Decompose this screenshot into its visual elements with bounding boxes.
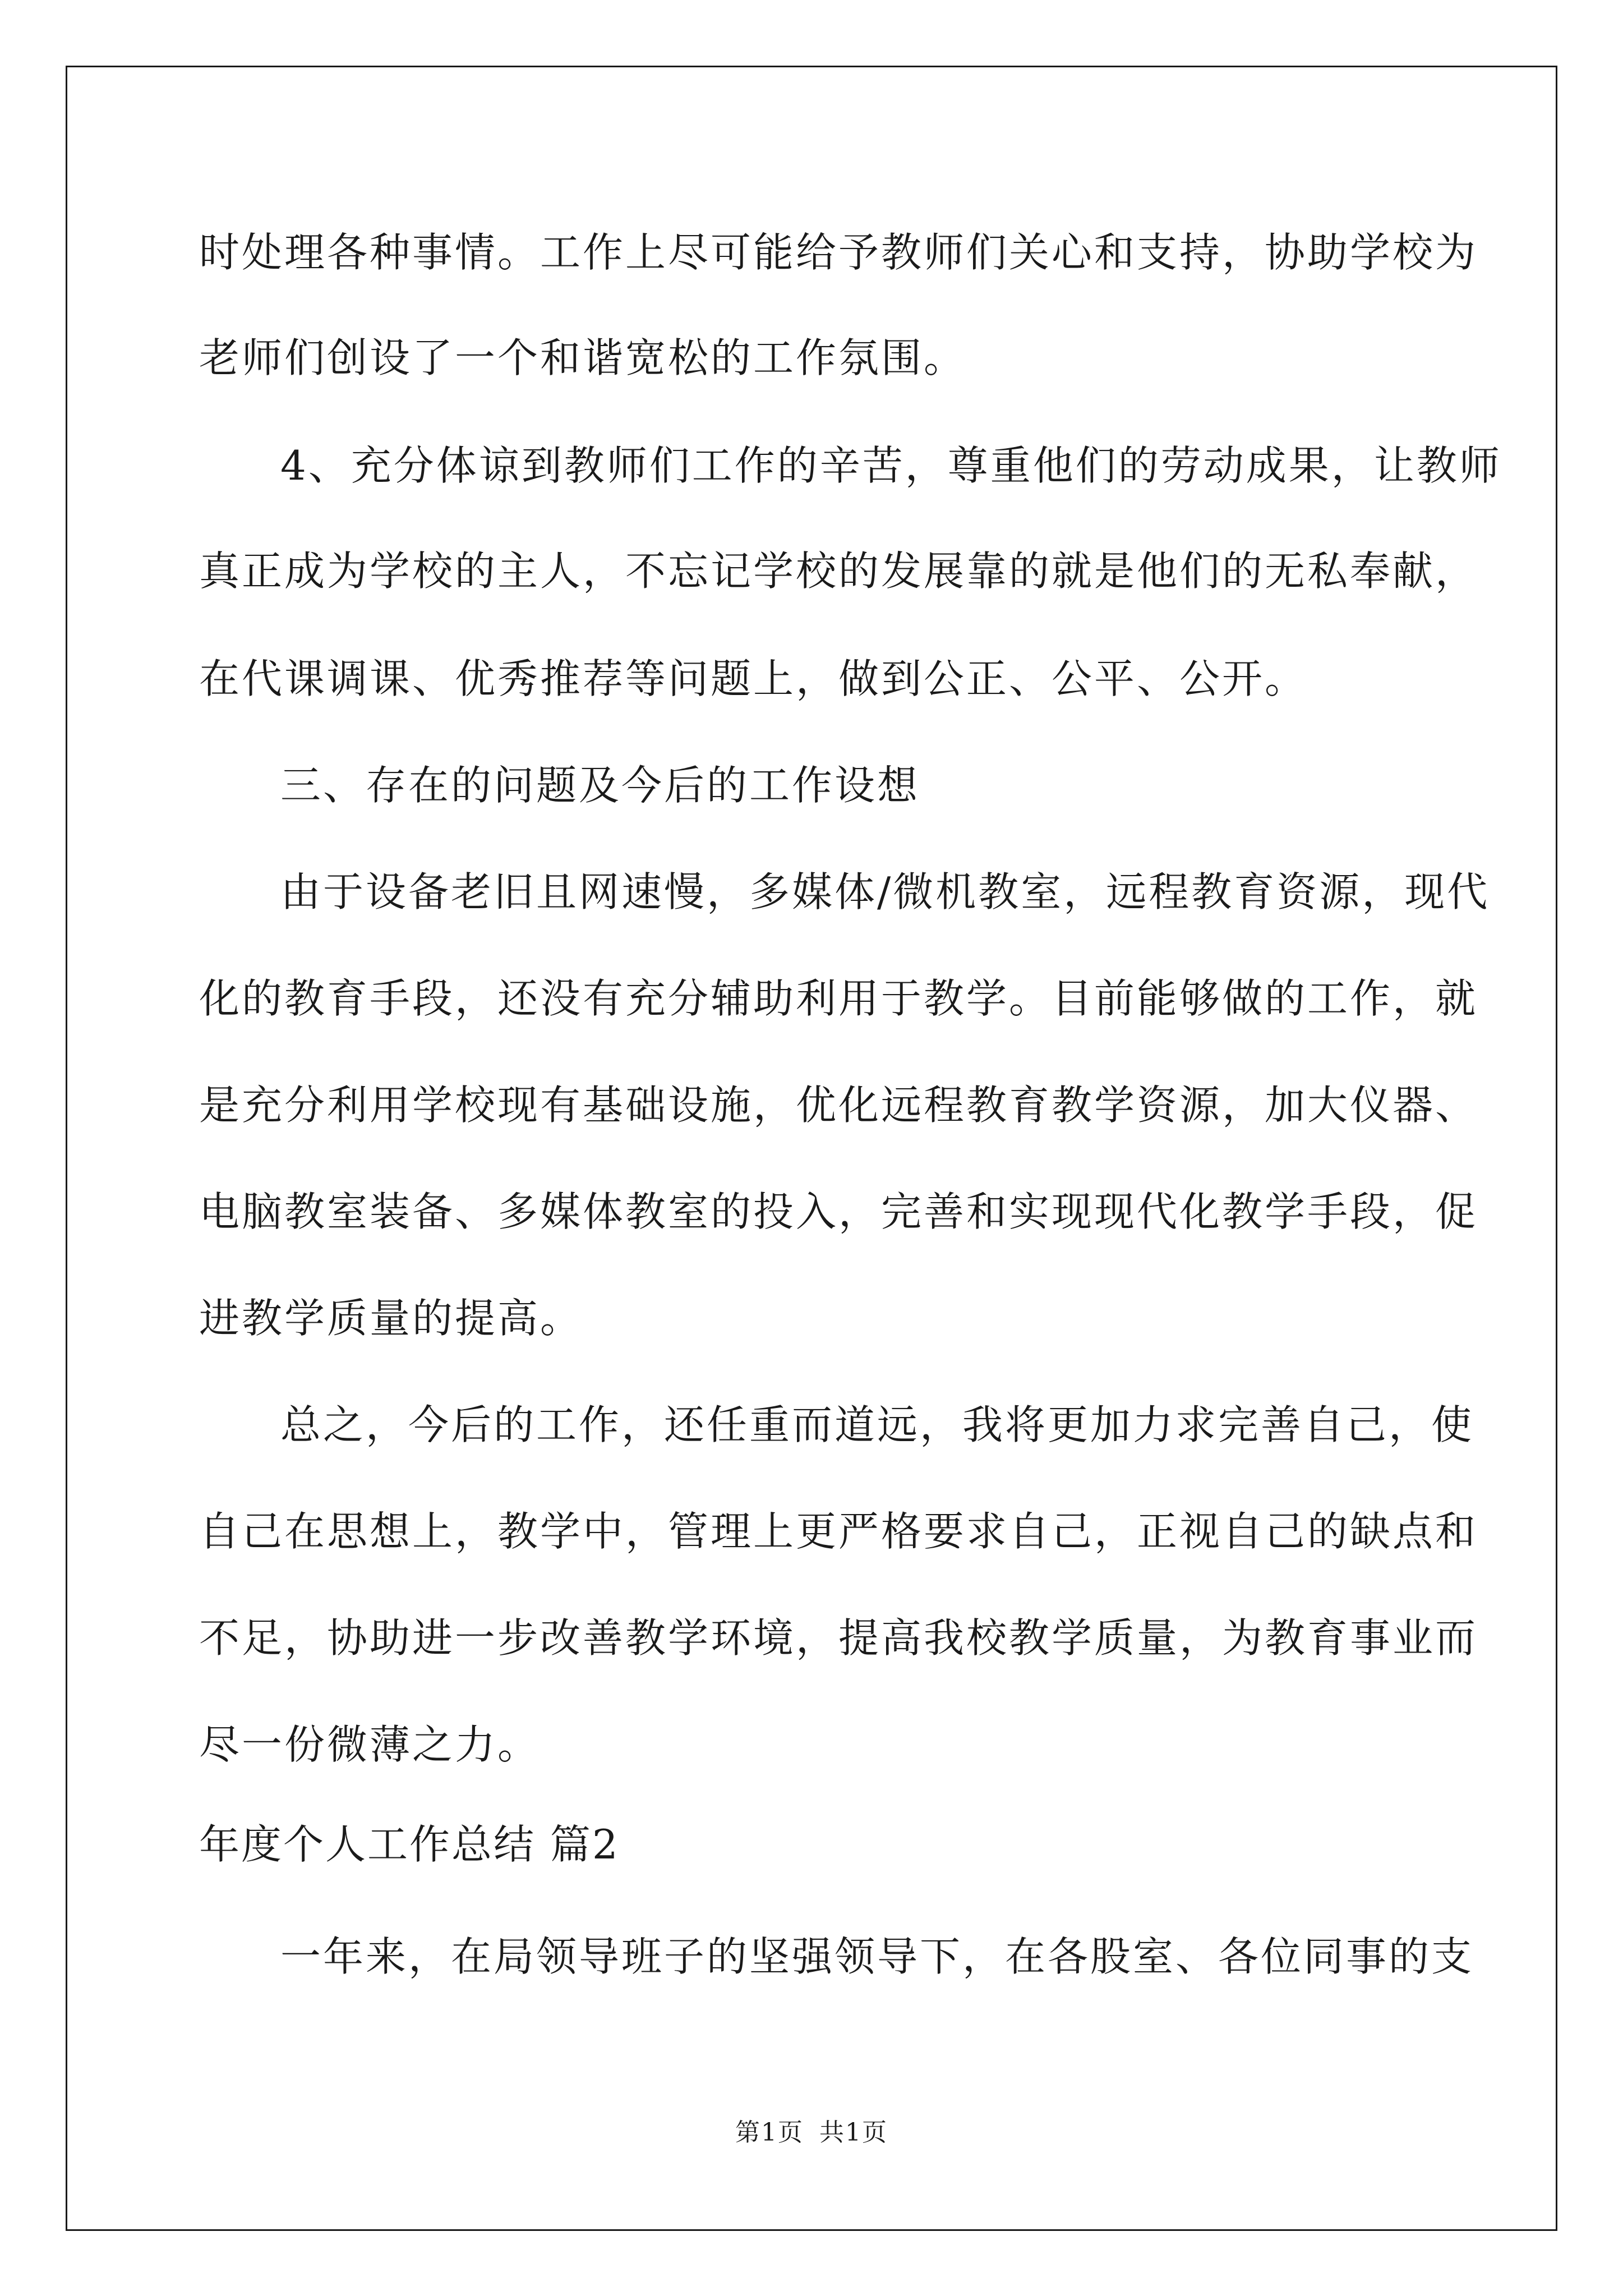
body-line-2: 老师们创设了一个和谐宽松的工作氛围。 — [199, 334, 967, 381]
body-line-1: 时处理各种事情。工作上尽可能给予教师们关心和支持，协助学校为 — [199, 229, 1478, 276]
body-line-4: 真正成为学校的主人，不忘记学校的发展靠的就是他们的无私奉献， — [199, 547, 1478, 595]
body-line-17: 一年来，在局领导班子的坚强领导下，在各股室、各位同事的支 — [280, 1933, 1474, 1980]
body-line-13: 自己在思想上，教学中，管理上更严格要求自己，正视自己的缺点和 — [199, 1508, 1478, 1555]
page-number: 第1页 — [735, 2118, 804, 2147]
body-line-15: 尽一份微薄之力。 — [199, 1721, 541, 1768]
page-border — [66, 66, 1557, 2231]
body-line-10: 电脑教室装备、多媒体教室的投入，完善和实现现代化教学手段，促 — [199, 1188, 1478, 1235]
body-line-7: 由于设备老旧且网速慢，多媒体/微机教室，远程教育资源，现代 — [280, 868, 1490, 915]
body-line-11: 进教学质量的提高。 — [199, 1295, 583, 1342]
body-line-12: 总之，今后的工作，还任重而道远，我将更加力求完善自己，使 — [280, 1401, 1474, 1448]
body-line-5: 在代课调课、优秀推荐等问题上，做到公正、公平、公开。 — [199, 655, 1308, 702]
section-heading: 三、存在的问题及今后的工作设想 — [280, 762, 920, 809]
body-line-8: 化的教育手段，还没有充分辅助利用于教学。目前能够做的工作，就 — [199, 975, 1478, 1022]
article-title: 年度个人工作总结 篇2 — [199, 1821, 620, 1868]
body-line-3: 4、充分体谅到教师们工作的辛苦，尊重他们的劳动成果，让教师 — [280, 442, 1502, 489]
page-footer — [0, 2116, 1623, 2150]
page-total: 共1页 — [819, 2118, 888, 2147]
body-line-9: 是充分利用学校现有基础设施，优化远程教育教学资源，加大仪器、 — [199, 1082, 1478, 1129]
body-line-14: 不足，协助进一步改善教学环境，提高我校教学质量，为教育事业而 — [199, 1614, 1478, 1662]
